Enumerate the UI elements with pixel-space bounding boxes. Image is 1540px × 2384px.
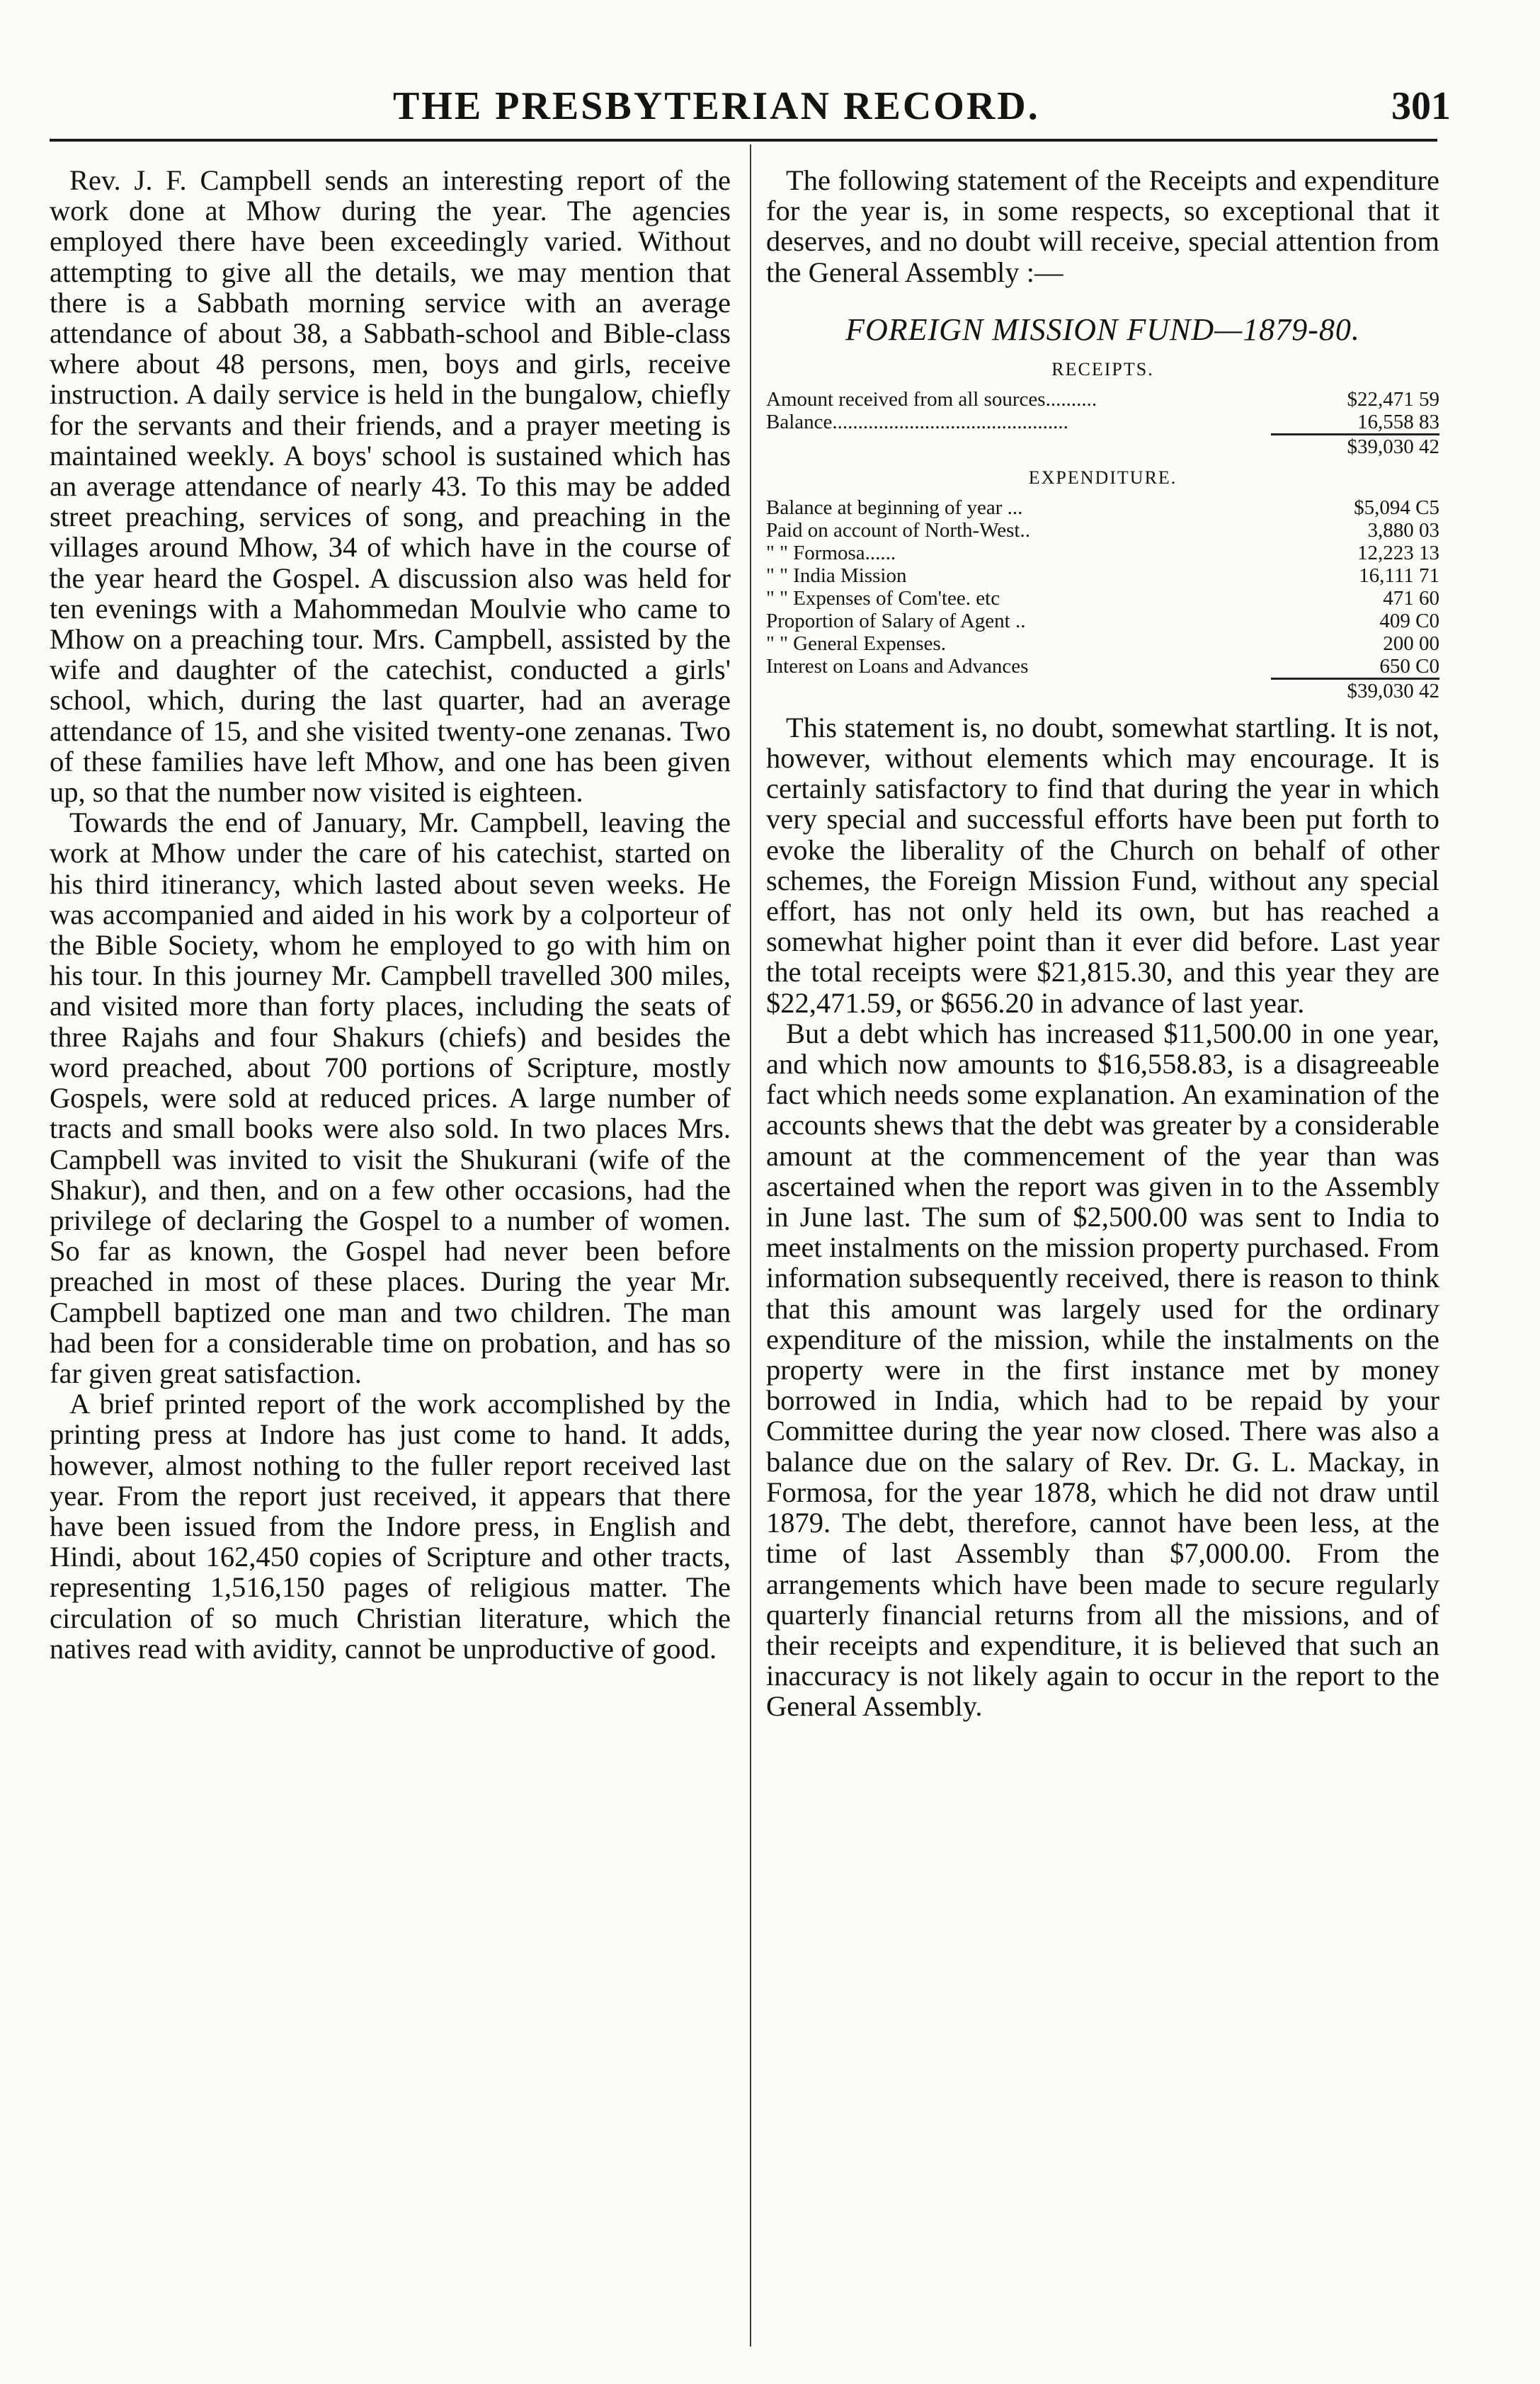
row-label: Proportion of Salary of Agent .. — [766, 609, 1026, 632]
paragraph: Rev. J. F. Campbell sends an interesting report of the work done at Mhow during the year. The agencies employed there have been exceedingly varied. Without attempting to give all the details, we may mention that there is a Sabbath morning service with an average attendance of about 38, a Sabbath-school and Bible-class where about 48 persons, men, boys and girls, receive instruction. A daily service is held in the bungalow, chiefly for the servants and their friends, and a prayer meeting is maintained weekly. A boys' school is sustained which has an average attendance of nearly 43. To this may be added street preaching, services of song, and preaching in the villages around Mhow, 34 of which have in the course of the year heard the Gospel. A discussion also was held for ten evenings with a Mahommedan Moulvie who came to Mhow on a preaching tour. Mrs. Campbell, assisted by the wife and daughter of the catechist, conducted a girls' school, which, during the last quarter, had an average attendance of 15, and she visited twenty-one zenanas. Two of these families have left Mhow, and one has been given up, so that the number now visited is eighteen. — [50, 164, 731, 809]
row-label: " " Expenses of Com'tee. etc — [766, 586, 1000, 610]
receipts-table — [766, 388, 1439, 458]
table-row — [766, 519, 1439, 542]
header-rule — [50, 139, 1437, 142]
statement-intro: The following statement of the Receipts and expenditure for the year is, in some respects, so exceptional that it deserves, and no doubt will receive, special attention from the General Assembly :— — [766, 164, 1439, 288]
page-header — [0, 0, 1540, 142]
expenditure-total: $39,030 42 — [1271, 678, 1439, 702]
table-row — [766, 655, 1439, 679]
receipts-heading: RECEIPTS. — [1051, 358, 1154, 380]
row-label: Balance.............................................. — [766, 410, 1068, 433]
paragraph: This statement is, no doubt, somewhat startling. It is not, however, without elements which may encourage. It is certainly satisfactory to find that during the year in which very special and successful efforts have been put forth to evoke the liberality of the Church on behalf of other schemes, the Foreign Mission Fund, without any special effort, has not only held its own, but has reached a somewhat higher point than it ever did before. Last year the total receipts were $21,815.30, and this year they are $22,471.59, or $656.20 in advance of last year. — [766, 711, 1439, 1019]
right-column — [766, 165, 1439, 1722]
row-label: Balance at beginning of year ... — [766, 496, 1023, 519]
left-column — [50, 165, 731, 1664]
row-label: " " General Expenses. — [766, 632, 946, 655]
total-row — [766, 678, 1439, 702]
journal-title: THE PRESBYTERIAN RECORD. — [393, 84, 1040, 128]
fund-title: FOREIGN MISSION FUND—1879-80. — [845, 312, 1360, 347]
column-divider — [750, 144, 751, 2346]
row-label: Paid on account of North-West.. — [766, 518, 1030, 542]
row-label: Interest on Loans and Advances — [766, 654, 1029, 678]
row-label: Amount received from all sources.......... — [766, 387, 1097, 411]
total-row — [766, 434, 1439, 458]
row-amount: 409 C0 — [1379, 609, 1439, 632]
expenditure-heading: EXPENDITURE. — [1028, 467, 1177, 488]
row-amount: 3,880 03 — [1367, 518, 1439, 542]
row-amount: 471 60 — [1383, 586, 1439, 610]
table-row — [766, 496, 1439, 519]
row-amount: 650 C0 — [1379, 654, 1439, 678]
table-row — [766, 610, 1439, 632]
paragraph: A brief printed report of the work accomplished by the printing press at Indore has just come to hand. It adds, however, almost nothing to the fuller report received last year. From the report just received, it appears that there have been issued from the Indore press, in English and Hindi, about 162,450 copies of Scripture and other tracts, representing 1,516,150 pages of religious matter. The circulation of so much Christian literature, which the natives read with avidity, cannot be unproductive of good. — [50, 1388, 731, 1665]
row-amount: 12,223 13 — [1357, 541, 1439, 564]
table-row — [766, 564, 1439, 587]
table-row — [766, 388, 1439, 411]
row-label: " " India Mission — [766, 564, 907, 587]
row-label: " " Formosa...... — [766, 541, 896, 564]
paragraph: But a debt which has increased $11,500.00 in one year, and which now amounts to $16,558.83, is a disagreeable fact which needs some explanation. An examination of the accounts shews that the debt was greater by a considerable amount at the commencement of the year than was ascertained when the report was given in to the Assembly in June last. The sum of $2,500.00 was sent to India to meet instalments on the mission property purchased. From information subsequently received, there is reason to think that this amount was largely used for the ordinary expenditure of the mission, while the instalments on the property were in the first instance met by money borrowed in India, which had to be repaid by your Committee during the year now closed. There was also a balance due on the salary of Rev. Dr. G. L. Mackay, in Formosa, for the year 1878, which he did not draw until 1879. The debt, therefore, cannot have been less, at the time of last Assembly than $7,000.00. From the arrangements which have been made to secure regularly quarterly financial returns from all the missions, and of their receipts and expenditure, it is believed that such an inaccuracy is not likely again to occur in the report to the General Assembly. — [766, 1017, 1439, 1723]
row-amount: 200 00 — [1383, 632, 1439, 655]
receipts-total: $39,030 42 — [1271, 434, 1439, 458]
table-row — [766, 542, 1439, 564]
row-amount: 16,111 71 — [1359, 564, 1439, 587]
table-row — [766, 411, 1439, 435]
row-amount: $22,471 59 — [1347, 387, 1439, 411]
page-number: 301 — [1391, 84, 1451, 128]
table-row — [766, 587, 1439, 610]
paragraph: Towards the end of January, Mr. Campbell, leaving the work at Mhow under the care of his catechist, started on his third itinerancy, which lasted about seven weeks. He was accompanied and aided in his work by a colporteur of the Bible Society, whom he employed to go with him on his tour. In this journey Mr. Campbell travelled 300 miles, and visited more than forty places, including the seats of three Rajahs and four Shakurs (chiefs) and besides the word preached, about 700 portions of Scripture, mostly Gospels, were sold at reduced prices. A large number of tracts and small books were also sold. In two places Mrs. Campbell was invited to visit the Shukurani (wife of the Shakur), and then, and on a few other occasions, had the privilege of declaring the Gospel to a number of women. So far as known, the Gospel had never been before preached in most of these places. During the year Mr. Campbell baptized one man and two children. The man had been for a considerable time on probation, and has so far given great satisfaction. — [50, 806, 731, 1389]
row-amount: 16,558 83 — [1357, 410, 1439, 433]
row-amount: $5,094 C5 — [1354, 496, 1439, 519]
table-row — [766, 632, 1439, 655]
expenditure-table — [766, 496, 1439, 702]
